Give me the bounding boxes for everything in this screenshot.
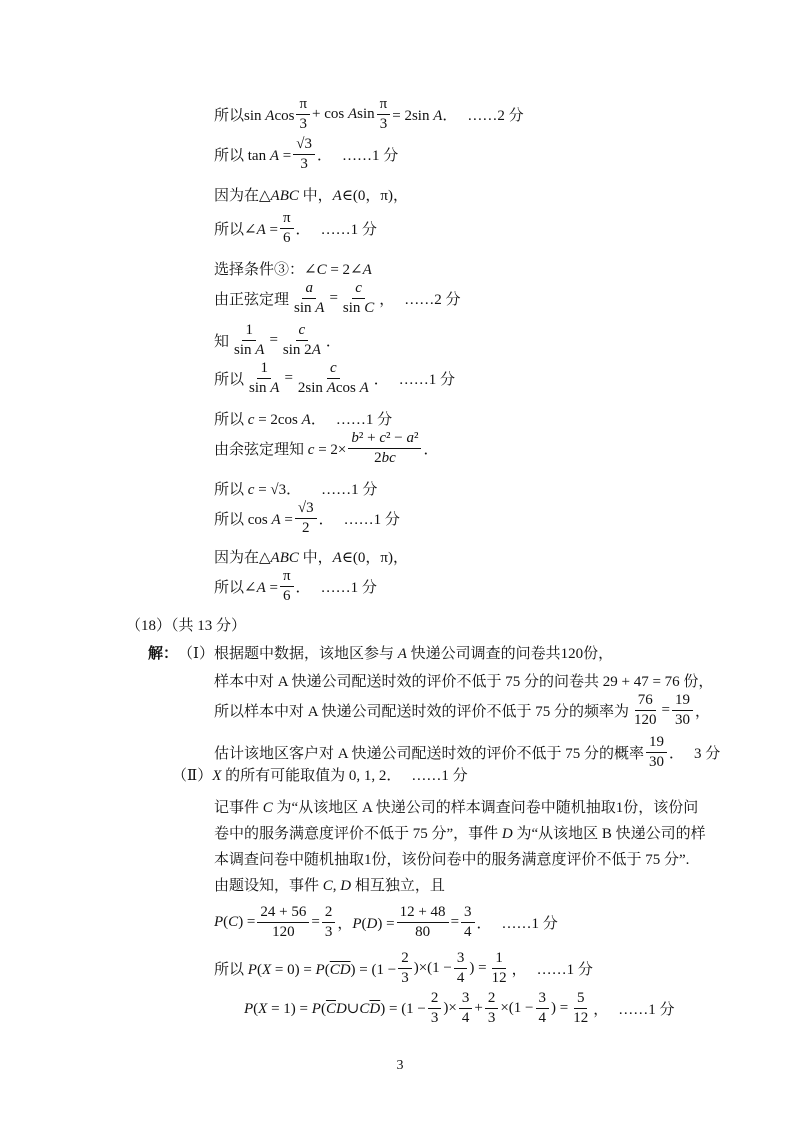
section-heading-18: （18）（共 13 分） <box>126 618 247 634</box>
line-14: 所以∠A = $\frac{\pi}{6}$ ． ……1 分 <box>214 568 377 605</box>
line-11: 所以 c = √3． ……1 分 <box>214 482 378 498</box>
line-18: 所以样本中对 A 快递公司配送时效的评价不低于 75 分的频率为 $\frac{76}{120}$ = $\frac{19}{30}$ ， <box>214 692 710 729</box>
line-21: 记事件 C 为“从该地区 A 快递公司的样本调查问卷中随机抽取1份，该份问 <box>214 800 699 816</box>
line-13: 因为在△ABC 中，A∈(0，π)， <box>214 550 408 566</box>
page-number: 3 <box>396 1058 404 1073</box>
line-5: 选择条件③：∠C = 2∠A <box>214 262 372 278</box>
line-19: 估计该地区客户对 A 快递公司配送时效的评价不低于 75 分的概率 $\frac{19}{30}$ ． 3 分 <box>214 734 721 771</box>
line-8: 所以 $\frac{1}{\text{sin A}}$ = $\frac{c}{\text{2sin Acos A}}$ ． ……1 分 <box>214 360 456 397</box>
line-1: 所以sin Acos $\frac{\pi}{3}$ + cos Asin $\frac{\pi}{3}$ = 2sin A． ……2 分 <box>214 96 524 133</box>
line-22: 卷中的服务满意度评价不低于 75 分”，事件 D 为“从该地区 B 快递公司的样 <box>214 826 706 842</box>
line-4: 所以∠A = $\frac{\pi}{6}$ ． ……1 分 <box>214 210 377 247</box>
line-7: 知 $\frac{1}{\text{sin A}}$ = $\frac{c}{\sin 2A}$ ． <box>214 322 341 359</box>
line-25: P(C) = $\frac{24 + 56}{120}$ = $\frac{2}{3}$ ，P(D) = $\frac{12 + 48}{80}$ = $\frac{3}{4}$ ． ……1 分 <box>214 904 558 941</box>
line-24: 由题设知，事件 C, D 相互独立，且 <box>214 878 445 894</box>
solution-part-1: 解： （Ⅰ）根据题中数据，该地区参与 A 快递公司调查的问卷共120份， <box>148 646 614 662</box>
solution-part-2: （Ⅱ）X 的所有可能取值为 0, 1, 2． ……1 分 <box>172 768 468 784</box>
line-17: 样本中对 A 快递公司配送时效的评价不低于 75 分的问卷共 29 + 47 = 76 份， <box>214 674 714 690</box>
line-3: 因为在△ABC 中，A∈(0，π)， <box>214 188 408 204</box>
line-10: 由余弦定理知 c = 2× $\frac{\text{b² + c² − a²}}{2bc}$ ． <box>214 430 439 467</box>
line-23: 本调查问卷中随机抽取1份，该份问卷中的服务满意度评价不低于 75 分”. <box>214 852 690 868</box>
line-27: $P(X = 1) = P(\overline{C}D\cup C\overline{D}) = (1$ − $\frac{2}{3}$ )× $\frac{3}{4}$ + $\frac{2}{3}$ ×(1 − $\frac{3}{4}$ ) = $\frac{5}{12}$ ， ……1 分 <box>244 990 675 1027</box>
line-12: 所以 cos A = $\frac{√3}{2}$ ． ……1 分 <box>214 500 400 537</box>
line-9: 所以 c = 2cos A． ……1 分 <box>214 412 393 428</box>
line-6: 由正弦定理 $\frac{a}{\text{sin A}}$ = $\frac{c}{\text{sin C}}$ ， ……2 分 <box>214 280 461 317</box>
line-2: 所以 tan A = $\frac{√3}{3}$ ． ……1 分 <box>214 136 399 173</box>
line-26: 所以 $P(X = 0) = P(\overline{CD}) = (1$ − $\frac{2}{3}$ )×(1 − $\frac{3}{4}$ ) = $\frac{1}{12}$ ， ……1 分 <box>214 950 593 987</box>
